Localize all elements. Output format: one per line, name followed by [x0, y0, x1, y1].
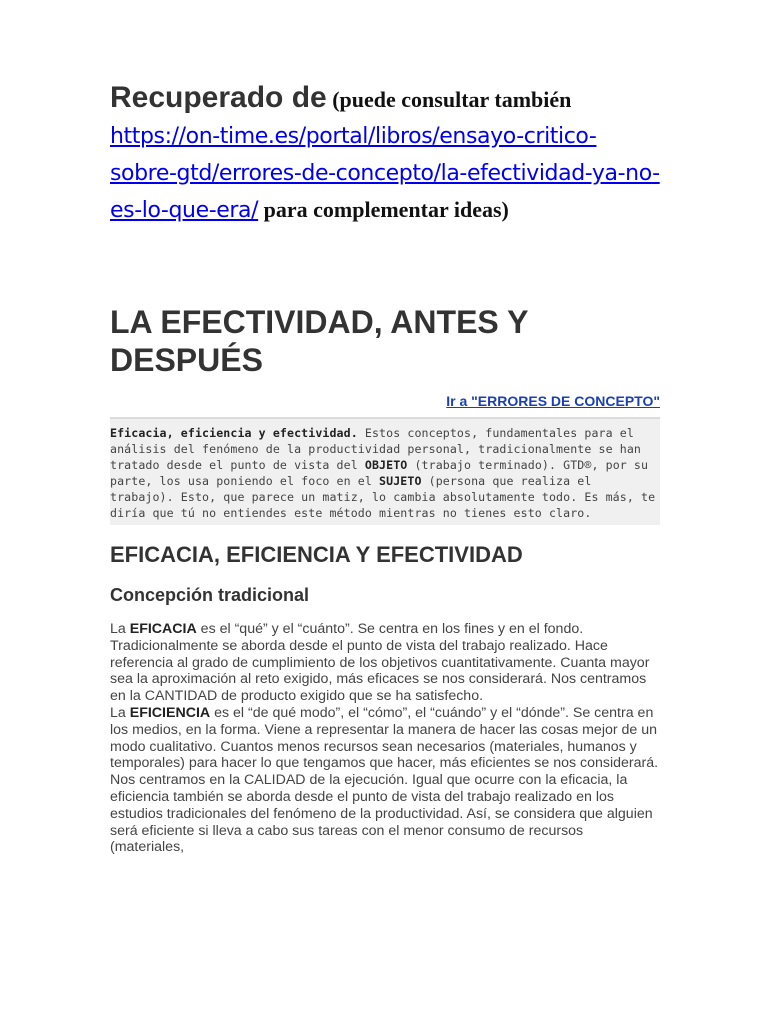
section-heading: EFICACIA, EFICIENCIA Y EFECTIVIDAD [110, 542, 523, 567]
intro-text-2: (trabajo terminado). GTD®, por su parte, los usa poniendo el foco en el [110, 458, 649, 488]
para2-pre: La [110, 704, 130, 721]
intro-bold-sujeto: SUJETO [379, 474, 422, 488]
page-title: LA EFECTIVIDAD, ANTES Y DESPUÉS [110, 304, 528, 378]
intro-box [110, 417, 660, 525]
para2-text: es el “de qué modo”, el “cómo”, el “cuándo” y el “dónde”. Se centra en los medios, en la forma. Viene a representar la manera de hacer las cosas mejor de un modo cualitativo. Cuantos menos recursos sean necesarios (materiales, humanos y temporales) para hacer lo que tengamos que hacer, más eficientes se nos considerará. Nos centramos en la CALIDAD de la ejecución. Igual que ocurre con la eficacia, la eficiencia también se aborda desde el punto de vista del trabajo realizado en los estudios tradicionales del fenómeno de la productividad. Así, se considera que alguien será eficiente si lleva a cabo sus tareas con el menor consumo de recursos (materiales, [110, 704, 659, 856]
intro-text-3: (persona que realiza el trabajo). Esto, que parece un matiz, lo cambia absolutamente todo. Es más, te diría que tú no entiendes este método mientras no tienes esto claro. [110, 474, 656, 520]
goto-link-row [110, 393, 660, 409]
recovered-label: Recuperado de [110, 81, 327, 114]
subheading: Concepción tradicional [110, 585, 310, 605]
source-link[interactable]: https://on-time.es/portal/libros/ensayo-critico-sobre-gtd/errores-de-concepto/la-efectividad-ya-no-es-lo-que-era/ [110, 124, 660, 223]
intro-bold-objeto: OBJETO [364, 458, 408, 472]
para1-bold: EFICACIA [129, 621, 197, 637]
para1-pre: La [110, 621, 130, 637]
document-page [110, 80, 660, 856]
goto-errores-link[interactable]: Ir a "ERRORES DE CONCEPTO" [446, 393, 660, 409]
intro-bold-start: Eficacia, eficiencia y efectividad. [110, 426, 358, 440]
para2-bold: EFICIENCIA [129, 704, 211, 721]
source-citation [110, 80, 660, 229]
intro-text-1: Estos conceptos, fundamentales para el análisis del fenómeno de la productividad personal, tradicionalmente se han tratado desde el punto de vista del [110, 426, 642, 472]
citation-note-close: para complementar ideas) [263, 197, 509, 222]
para1-text: es el “qué” y el “cuánto”. Se centra en los fines y en el fondo. Tradicionalmente se aborda desde el punto de vista del trabajo realizado. Hace referencia al grado de cumplimiento de los objetivos cuantitativamente. Cuanta mayor sea la aproximación al reto exigido, más eficaces se nos considerará. Nos centramos en la CANTIDAD de producto exigido que se ha satisfecho. [110, 621, 650, 705]
body-paragraphs [110, 621, 660, 856]
citation-note-open: (puede consultar también [332, 87, 572, 112]
